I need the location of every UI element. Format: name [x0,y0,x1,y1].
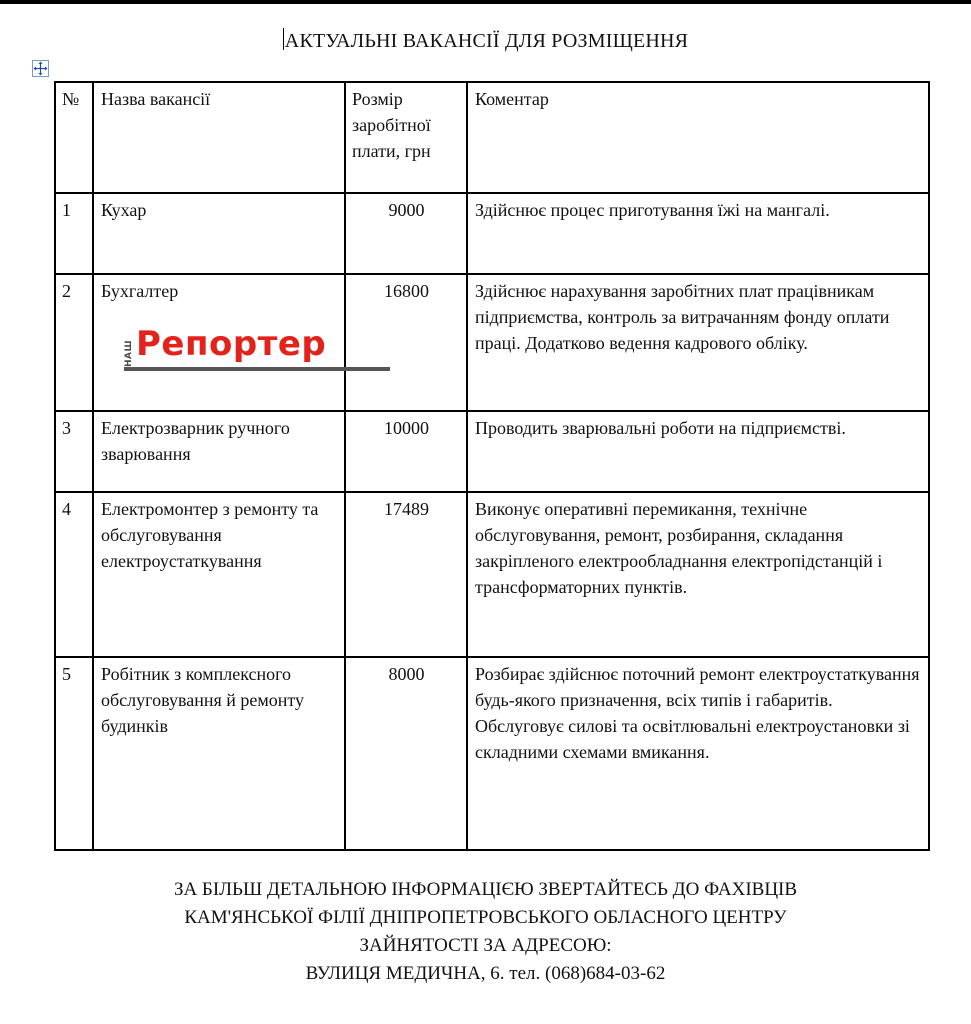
row-number: 3 [55,411,93,492]
header-vacancy-name: Назва вакансії [93,82,345,193]
row-comment: Розбирає здійснює поточний ремонт електроустаткування будь-якого призначення, всіх типів і габаритів. Обслуговує силові та освітлювальні електроустановки зі складними схемами вмикання. [467,657,929,850]
table-header-row [55,82,929,193]
table-move-handle[interactable] [32,60,49,77]
document-title-text: АКТУАЛЬНІ ВАКАНСІЇ ДЛЯ РОЗМІЩЕННЯ [284,30,689,52]
text-cursor [283,28,284,50]
row-vacancy-name: Електрозварник ручного зварювання [93,411,345,492]
footer-address-line: ВУЛИЦЯ МЕДИЧНА, 6. тел. (068)684-03-62 [305,963,666,984]
row-number: 5 [55,657,93,850]
header-number: № [55,82,93,193]
row-salary: 9000 [345,193,467,274]
row-salary: 10000 [345,411,467,492]
header-salary: Розмір заробітної плати, грн [345,82,467,193]
logo-word: Репортер [136,324,327,364]
move-arrows-icon [33,61,48,76]
row-comment: Здійснює нарахування заробітних плат працівникам підприємства, контроль за витрачанням фонду оплати праці. Додатково ведення кадрового обліку. [467,274,929,411]
row-salary: 8000 [345,657,467,850]
footer-line: ЗАЙНЯТОСТІ ЗА АДРЕСОЮ: [359,935,612,956]
footer-line: ЗА БІЛЬШ ДЕТАЛЬНОЮ ІНФОРМАЦІЄЮ ЗВЕРТАЙТЕСЬ ДО ФАХІВЦІВ [173,879,798,900]
reporter-watermark-logo [124,324,394,375]
row-comment: Проводить зварювальні роботи на підприємстві. [467,411,929,492]
row-vacancy-name: Електромонтер з ремонту та обслуговування електроустаткування [93,492,345,657]
row-number: 4 [55,492,93,657]
table-row [55,411,929,492]
logo-underline [124,367,390,371]
row-salary: 17489 [345,492,467,657]
row-vacancy-name: Бухгалтер [93,274,345,411]
table-row [55,492,929,657]
row-vacancy-name: Робітник з комплексного обслуговування й ремонту будинків [93,657,345,850]
logo-small-text: НАШ [124,339,134,367]
document-title [0,28,971,53]
row-comment: Здійснює процес приготування їжі на мангалі. [467,193,929,274]
table-row [55,193,929,274]
header-comment: Коментар [467,82,929,193]
vacancies-table [54,81,930,851]
row-number: 1 [55,193,93,274]
footer-line: КАМ'ЯНСЬКОЇ ФІЛІЇ ДНІПРОПЕТРОВСЬКОГО ОБЛАСНОГО ЦЕНТРУ [184,907,787,928]
row-salary: 16800 [345,274,467,411]
row-vacancy-name: Кухар [93,193,345,274]
row-number: 2 [55,274,93,411]
row-comment: Виконує оперативні перемикання, технічне обслуговування, ремонт, розбирання, складання закріпленого електрообладнання електропідстанцій і трансформаторних пунктів. [467,492,929,657]
window-top-border [0,0,971,4]
table-row [55,657,929,850]
contact-footer [0,876,971,988]
